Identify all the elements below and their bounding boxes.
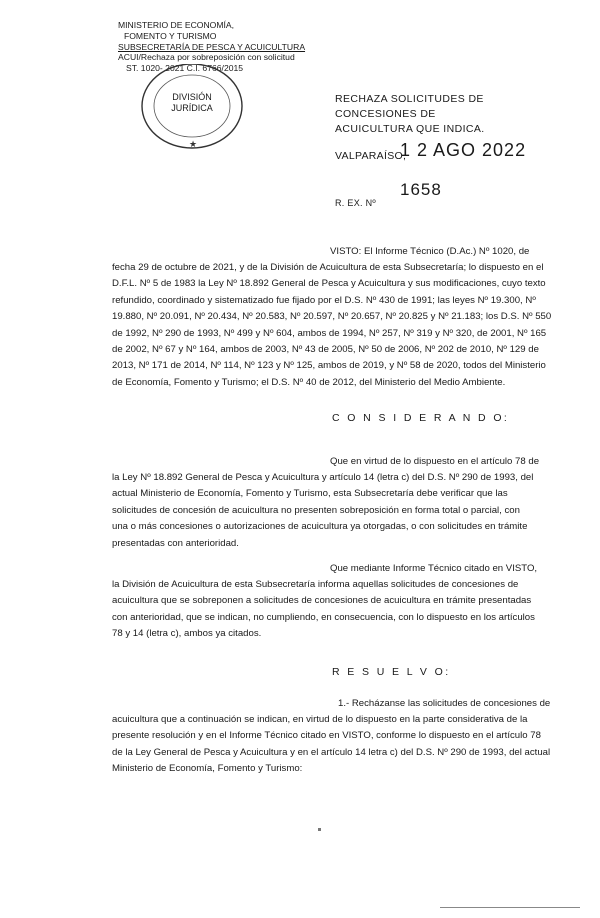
considerando2-first-line: Que mediante Informe Técnico citado en VISTO, [330,563,538,574]
considerando1-body [112,470,582,552]
title-line-1: RECHAZA SOLICITUDES DE CONCESIONES DE [335,93,484,120]
resolution-number: 1658 [400,180,442,199]
visto-line: de Economía, Fomento y Turismo; el D.S. Nº 40 de 2012, del Ministerio del Medio Ambiente. [112,376,506,388]
considerando2-line: 78 y 14 (letra c), ambos ya citados. [112,628,262,640]
considerando-heading: C O N S I D E R A N D O: [332,412,510,424]
subsecretaria-name: SUBSECRETARÍA DE PESCA Y ACUICULTURA [118,41,306,52]
considerando1-line: la Ley Nº 18.892 General de Pesca y Acuicultura y artículo 14 (letra c) del D.S. Nº 290 de 1993, del [112,472,534,483]
footer-rule [440,907,580,908]
resuelvo-heading: R E S U E L V O: [332,666,451,678]
considerando2-line: acuicultura que se sobreponen a solicitudes de concesiones de acuicultura en trámite presentadas [112,595,532,607]
scan-mark [318,828,321,831]
resuelvo1-line: acuicultura que a continuación se indican, en virtud de lo dispuesto en la parte considerativa de la [112,714,528,725]
place-label: VALPARAÍSO, [335,150,407,162]
considerando1-line: una o más concesiones o autorizaciones de acuicultura ya otorgadas, o con solicitudes en trámite [112,521,528,533]
ministry-name: MINISTERIO DE ECONOMÍA, [118,20,235,30]
considerando2-line: con anterioridad, que se indican, no cumpliendo, en consecuencia, con lo dispuesto en los artículos [112,611,535,623]
considerando2-body [112,577,582,643]
document-title [335,92,565,137]
resuelvo1-line: presente resolución y en el Informe Técnico citado en VISTO, conforme lo dispuesto en el artículo 78 [112,730,541,742]
ministry-name-2: FOMENTO Y TURISMO [124,30,217,41]
resuelvo1-line: Ministerio de Economía, Fomento y Turismo: [112,763,303,775]
considerando1-line: actual Ministerio de Economía, Fomento y Turismo, esta Subsecretaría debe verificar que las [112,488,508,500]
considerando2-line: la División de Acuicultura de esta Subsecretaría informa aquellas solicitudes de concesiones de [112,579,519,590]
visto-line: refundido, coordinado y sistematizado fue fijado por el D.S. Nº 430 de 1991; las leyes Nº 19.300, Nº [112,294,536,306]
resuelvo1-body [112,712,582,778]
resuelvo1-first-line: 1.- Recházanse las solicitudes de concesiones de [338,698,551,709]
svg-text:★: ★ [188,140,198,150]
reference-line: ACUI/Rechaza por sobreposición con solicitud [118,52,295,63]
considerando1-first-line: Que en virtud de lo dispuesto en el artículo 78 de [330,456,540,467]
stamp-division-text: DIVISIÓN [172,92,212,102]
considerando1-line: presentadas con anterioridad. [112,537,239,549]
division-stamp [136,64,254,156]
visto-line: 2013, Nº 171 de 2014, Nº 114, Nº 123 y Nº 125, ambos de 2019, y Nº 58 de 2020, todos del Ministerio [112,360,546,372]
considerando1-line: solicitudes de concesión de acuicultura no presenten sobreposición en forma total o parcial, con [112,504,520,516]
visto-first-line: VISTO: El Informe Técnico (D.Ac.) Nº 1020, de [330,246,530,257]
visto-line: D.F.L. Nº 5 de 1983 la Ley Nº 18.892 General de Pesca y Acuicultura y sus modificaciones, cuyo texto [112,278,546,290]
title-line-2: ACUICULTURA QUE INDICA. [335,123,485,135]
date-stamp: 1 2 AGO 2022 [400,140,527,160]
visto-line: 19.880, Nº 20.091, Nº 20.434, Nº 20.583, Nº 20.597, Nº 20.657, Nº 20.825 y Nº 21.183; los D.S. Nº 550 [112,311,552,323]
reference-code: ST. 1020- 2021 C.I. 6766/2015 [126,63,244,74]
visto-line: de 2002, Nº 67 y Nº 164, ambos de 2003, Nº 43 de 2005, Nº 50 de 2006, Nº 202 de 2010, Nº 129 de [112,344,539,356]
visto-body [112,260,582,391]
visto-line: de 1992, Nº 290 de 1993, Nº 499 y Nº 604, ambos de 1994, Nº 257, Nº 319 y Nº 320, de 2001, Nº 165 [112,327,547,339]
resuelvo1-line: de la Ley General de Pesca y Acuicultura y en el artículo 14 letra c) del D.S. Nº 290 de 1993, del actual [112,746,551,758]
visto-line: fecha 29 de octubre de 2021, y de la División de Acuicultura de esta Subsecretaría; lo dispuesto en el [112,262,544,273]
resolution-label: R. EX. Nº [335,198,376,208]
stamp-juridica-text: JURÍDICA [171,103,213,113]
